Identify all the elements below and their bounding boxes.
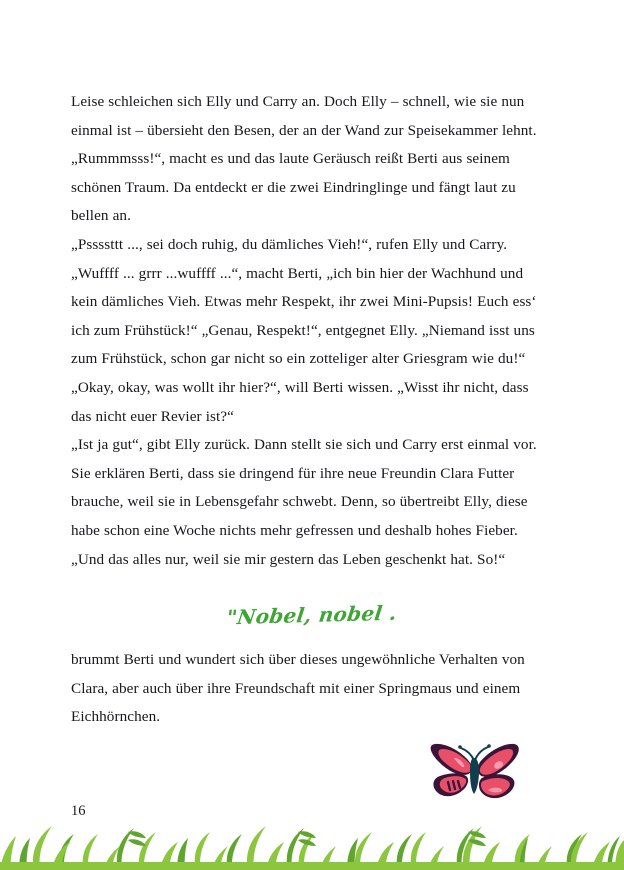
page-number: 16 [71,803,86,819]
paragraph-5: „Ist ja gut“, gibt Elly zurück. Dann stellt sie sich und Carry erst einmal vor. Sie erklären Berti, dass sie dringend für ihre neue Freundin Clara Futter brauche, weil sie in Lebensgefahr schwebt. Denn, so übertreibt Elly, diese habe schon eine Woche nichts mehr gefressen und deshalb hohes Fieber. „Und das alles nur, weil sie mir gestern das Leben geschenkt hat. So!“ [71,436,537,568]
paragraph-2: „Pssssttt ..., sei doch ruhig, du dämliches Vieh!“, rufen Elly und Carry. [71,235,508,253]
paragraph-1: Leise schleichen sich Elly und Carry an. Doch Elly – schnell, wie sie nun einmal ist – übersieht den Besen, der an der Wand zur Speisekammer lehnt. „Rummmsss!“, macht es und das laute Geräusch reißt Berti aus seinem schönen Traum. Da entdeckt er die zwei Eindringlinge und fängt laut zu bellen an. [71,93,537,225]
paragraph-4: „Okay, okay, was wollt ihr hier?“, will Berti wissen. „Wisst ihr nicht, dass das nicht euer Revier ist?“ [71,378,529,425]
closing-paragraph: brummt Berti und wundert sich über dieses ungewöhnliche Verhalten von Clara, aber auch über ihre Freundschaft mit einer Springmaus und einem Eichhörnchen. [71,651,525,726]
page-text-body [71,88,553,726]
grass-border-illustration [0,808,624,870]
butterfly-illustration [424,738,528,810]
handwritten-callout [71,602,553,628]
handwritten-callout-text: "Nobel, nobel . [225,600,399,630]
paragraph-3: „Wuffff ... grrr ...wuffff ...“, macht Berti, „ich bin hier der Wachhund und kein dämliches Vieh. Etwas mehr Respekt, ihr zwei Mini-Pupsis! Euch ess‘ ich zum Frühstück!“ „Genau, Respekt!“, entgegnet Elly. „Niemand isst uns zum Frühstück, schon gar nicht so ein zotteliger alter Griesgram wie du!“ [71,264,537,368]
